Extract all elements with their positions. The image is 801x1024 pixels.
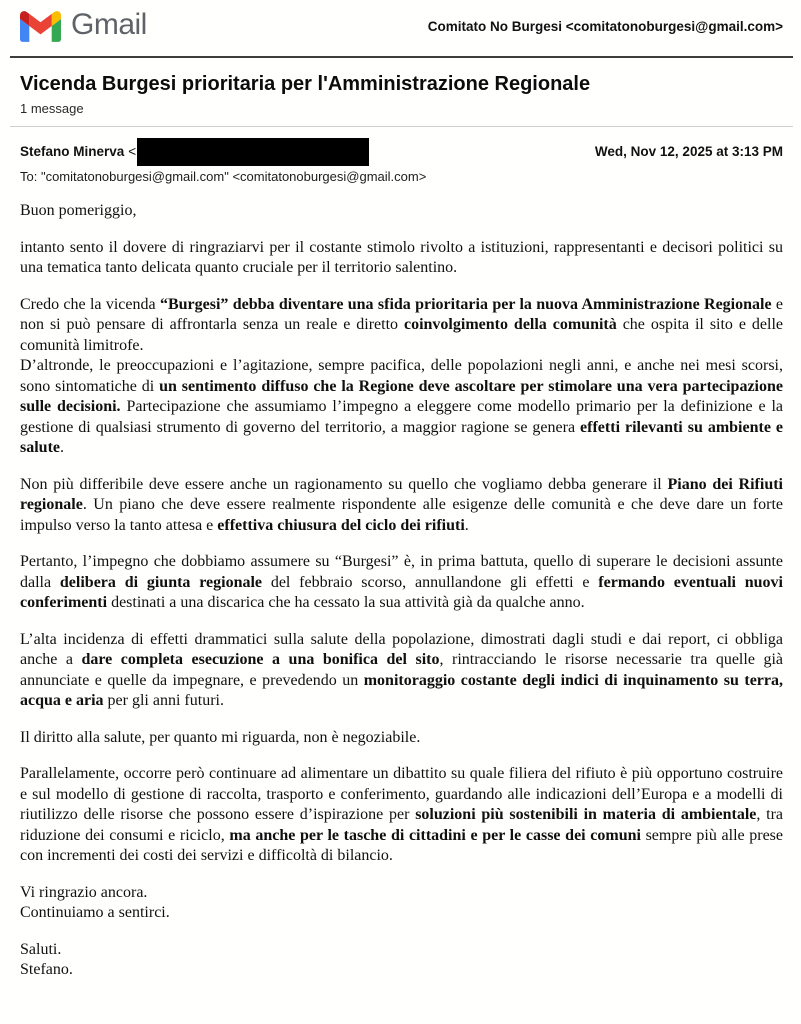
header-divider [10,56,793,58]
body-paragraph: Parallelamente, occorre però continuare ad alimentare un dibattito su quale filiera del rifiuto è più opportuno costruire e sul modello di gestione di raccolta, trasporto e conferimento, guardando alle indicazioni dell’Europa e a modelli di riutilizzo delle risorse che possono essere d’ispirazione per soluzioni più sostenibili in materia di ambientale, tra riduzione dei consumi e riciclo, ma anche per le tasche di cittadini e per le casse dei comuni sempre più alle prese con incrementi dei costi dei servizi e difficoltà di bilancio. [20,765,784,864]
body-paragraph: Vi ringrazio ancora. Continuiamo a sentirci. [20,883,170,921]
account-owner-label: Comitato No Burgesi <comitatonoburgesi@gmail.com> [427,18,783,34]
body-paragraph: Non più differibile deve essere anche un ragionamento su quello che vogliamo debba generare il Piano dei Rifiuti regionale. Un piano che deve essere realmente rispondente alle esigenze delle comunità e che deve dare un forte impulso verso la tanto attesa e effettiva chiusura del ciclo dei rifiuti. [20,475,783,534]
gmail-m-icon [20,11,61,42]
message-header-row [20,137,783,166]
body-paragraph: Credo che la vicenda “Burgesi” debba diventare una sfida prioritaria per la nuova Amministrazione Regionale e non si può pensare di affrontarla senza un reale e diretto coinvolgimento della comunità che ospita il sito e delle comunità limitrofe. D’altronde, le preoccupazioni e l’agitazione, sempre pacifica, delle popolazioni negli anni, e anche nei mesi scorsi, sono sintomatiche di un sentimento diffuso che la Regione deve ascoltare per stimolare una vera partecipazione sulle decisioni. Partecipazione che assumiamo l’impegno a eleggere come modello primario per la definizione e la gestione di qualsiasi strumento di governo del territorio, a maggior ragione se genera effetti rilevanti su ambiente e salute. [20,295,783,456]
message-date: Wed, Nov 12, 2025 at 3:13 PM [594,144,783,159]
sender-info [20,138,369,166]
body-paragraph: Saluti. Stefano. [20,940,73,978]
body-paragraph: intanto sento il dovere di ringraziarvi per il costante stimolo rivolto a istituzioni, rappresentanti e decisori politici su una tematica tanto delicata quanto cruciale per il territorio salentino. [20,238,783,276]
email-body [20,201,783,981]
body-paragraph: Pertanto, l’impegno che dobbiamo assumere su “Burgesi” è, in prima battuta, quello di superare le decisioni assunte dalla delibera di giunta regionale del febbraio scorso, annullandone gli effetti e fermando eventuali nuovi conferimenti destinati a una discarica che ha cessato la sua attività già da qualche anno. [20,553,784,611]
redacted-email-box [137,138,369,166]
body-paragraph: Il diritto alla salute, per quanto mi riguarda, non è negoziabile. [20,728,421,746]
sender-email-bracket: < [128,144,137,159]
recipient-line: To: "comitatonoburgesi@gmail.com" <comitatonoburgesi@gmail.com> [20,169,427,184]
body-paragraph: L’alta incidenza di effetti drammatici sulla salute della popolazione, dimostrati dagli studi e dai report, ci obbliga anche a dare completa esecuzione a una bonifica del sito, rintracciando le risorse necessarie tra quelle già annunciate e quelle da impegnare, e prevedendo un monitoraggio costante degli indici di inquinamento su terra, acqua e aria per gli anni futuri. [20,630,783,709]
body-paragraph: Buon pomeriggio, [20,202,137,219]
gmail-logo [20,10,147,42]
message-count-label: 1 message [20,101,84,116]
email-subject-title: Vicenda Burgesi prioritaria per l'Amministrazione Regionale [20,73,591,95]
gmail-wordmark: Gmail [71,8,147,41]
subject-divider [10,126,793,127]
print-header [20,0,783,56]
sender-name: Stefano Minerva [20,144,125,159]
